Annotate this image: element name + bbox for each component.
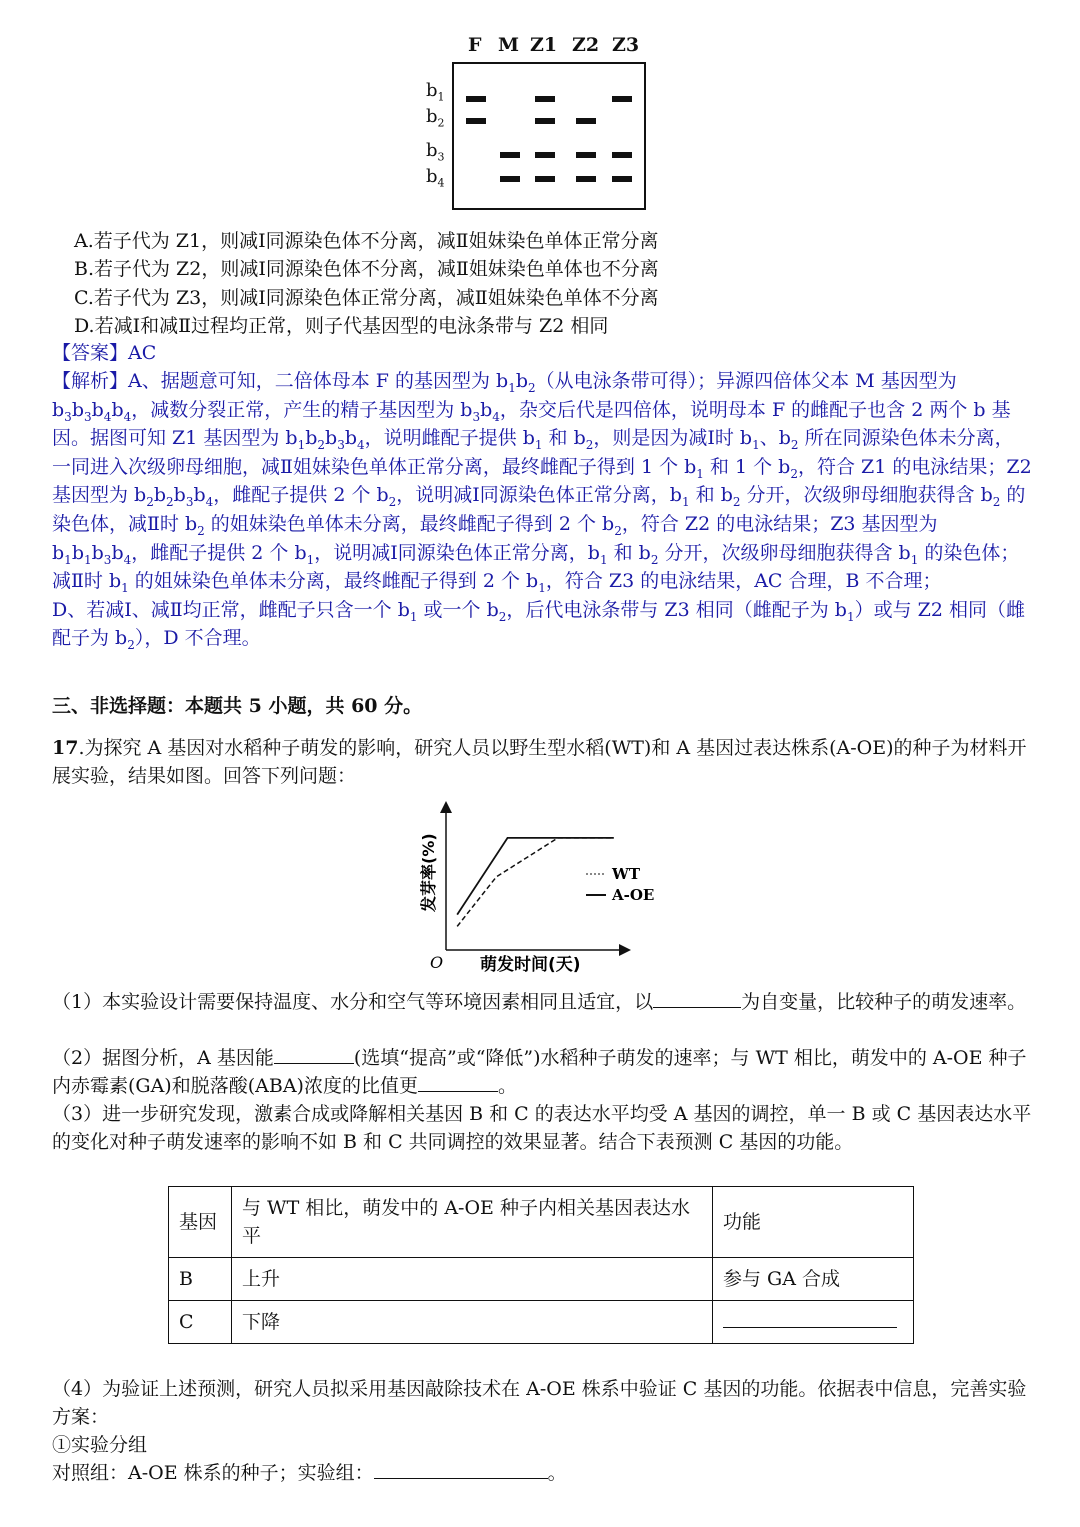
band-z2-b3 xyxy=(576,152,596,158)
series-line-wt xyxy=(457,838,614,927)
legend-wt-label: WT xyxy=(612,865,641,883)
lane-label-z3: Z3 xyxy=(612,34,640,56)
band-z1-b1 xyxy=(535,96,555,102)
table-header-function: 功能 xyxy=(713,1187,914,1258)
legend-aoe-label: A-OE xyxy=(612,886,655,904)
band-z3-b4 xyxy=(612,176,632,182)
lane-label-m: M xyxy=(498,34,520,56)
q17-part4: （4）为验证上述预测，研究人员拟采用基因敲除技术在 A-OE 株系中验证 C 基因的功能。依据表中信息，完善实验方案： xyxy=(52,1378,1027,1428)
table-cell-gene-c: C xyxy=(169,1301,232,1344)
q17-part2 xyxy=(52,1044,1032,1100)
series-layer xyxy=(457,838,614,927)
q17-part1-blank[interactable] xyxy=(653,989,741,1008)
q17-part4-groups xyxy=(52,1459,1032,1487)
band-z2-b2 xyxy=(576,118,596,124)
table-function-c-blank[interactable] xyxy=(723,1309,897,1328)
q17-part1-b: 为自变量，比较种子的萌发速率。 xyxy=(741,991,1027,1013)
lane-label-z1: Z1 xyxy=(530,34,558,56)
germination-chart-svg xyxy=(410,800,690,980)
germination-chart xyxy=(410,800,690,980)
lane-label-z2: Z2 xyxy=(572,34,600,56)
option-b: B.若子代为 Z2，则减Ⅰ同源染色体不分离，减Ⅱ姐妹染色单体也不分离 xyxy=(74,258,659,280)
option-d: D.若减Ⅰ和减Ⅱ过程均正常，则子代基因型的电泳条带与 Z2 相同 xyxy=(74,315,609,337)
q17-part1 xyxy=(52,988,1032,1016)
analysis-block: 【解析】A、据题意可知，二倍体母本 F 的基因型为 $b_1b_2$（从电泳条带可得）；异源四倍体父本 M 基因型为 $b_3b_3b_4b_4$，减数分裂正常，产生的精子基因型为 $b_3b_4$，杂交后代是四倍体，说明母本 F 的雌配子也含 2 两个 b 基因。据图可知 Z1 基因型为 $b_1b_2b_3b_4$，说明雌配子提供 $b_1$ 和 $b_2$，则是因为减Ⅰ时 $b_1$、$b_2$ 所在同源染色体未分离，一同进入次级卵母细胞，减Ⅱ姐妹染色单体正常分离，最终雌配子得到 1 个 $b_1$ 和 1 个 $b_2$，符合 Z1 的电泳结果；Z2 基因型为 $b_2b_2b_3b_4$，雌配子提供 2 个 $b_2$，说明减Ⅰ同源染色体正常分离，$b_1$ 和 $b_2$ 分开，次级卵母细胞获得含 $b_2$ 的染色体，减Ⅱ时 $b_2$ 的姐妹染色单体未分离，最终雌配子得到 2 个 $b_2$，符合 Z2 的电泳结果；Z3 基因型为 $b_1b_1b_3b_4$，雌配子提供 2 个 $b_1$，说明减Ⅰ同源染色体正常分离，$b_1$ 和 $b_2$ 分开，次级卵母细胞获得含 $b_1$ 的染色体；减Ⅱ时 $b_1$ 的姐妹染色单体未分离，最终雌配子得到 2 个 $b_1$，符合 Z3 的电泳结果，AC 合理，B 不合理； D、若减Ⅰ、减Ⅱ均正常，雌配子只含一个 $b_1$ 或一个 $b_2$，后代电泳条带与 Z3 相同（雌配子为 $b_1$）或与 Z2 相同（雌配子为 $b_2$），D 不合理。 xyxy=(52,370,1032,653)
q17-part2-blank2[interactable] xyxy=(418,1073,498,1092)
q17-part4-step: ①实验分组 xyxy=(52,1434,148,1456)
band-label-b2: $b_2$ xyxy=(426,106,445,130)
band-z3-b1 xyxy=(612,96,632,102)
q17-part3: （3）进一步研究发现，激素合成或降解相关基因 B 和 C 的表达水平均受 A 基因的调控，单一 B 或 C 基因表达水平的变化对种子萌发速率的影响不如 B 和 C 共同调控的效果显著。结合下表预测 C 基因的功能。 xyxy=(52,1103,1032,1153)
table-header-row xyxy=(169,1187,914,1258)
option-c: C.若子代为 Z3，则减Ⅰ同源染色体正常分离，减Ⅱ姐妹染色单体不分离 xyxy=(74,287,659,309)
gel-box xyxy=(452,62,646,210)
band-f-b1 xyxy=(466,96,486,102)
q17-part4-groups-a: 对照组：A-OE 株系的种子；实验组： xyxy=(52,1462,374,1484)
table-row xyxy=(169,1258,914,1301)
band-z1-b3 xyxy=(535,152,555,158)
gene-function-table xyxy=(168,1186,914,1344)
band-z2-b4 xyxy=(576,176,596,182)
analysis-label: 【解析】 xyxy=(52,370,129,392)
gel-electrophoresis-figure xyxy=(420,30,660,210)
band-z1-b2 xyxy=(535,118,555,124)
lane-label-f: F xyxy=(468,34,482,56)
band-z1-b4 xyxy=(535,176,555,182)
band-f-b2 xyxy=(466,118,486,124)
q17-part4-groups-b: 。 xyxy=(547,1462,567,1484)
band-label-b1: $b_1$ xyxy=(426,80,445,104)
y-axis-label: 发芽率(%) xyxy=(419,833,438,912)
band-z3-b3 xyxy=(612,152,632,158)
origin-label: O xyxy=(430,953,444,972)
table-cell-expression-b: 上升 xyxy=(232,1258,713,1301)
band-m-b3 xyxy=(500,152,520,158)
table-header-expression: 与 WT 相比，萌发中的 A-OE 种子内相关基因表达水平 xyxy=(232,1187,713,1258)
table-cell-function-c xyxy=(713,1301,914,1344)
option-a: A.若子代为 Z1，则减Ⅰ同源染色体不分离，减Ⅱ姐妹染色单体正常分离 xyxy=(74,230,659,252)
table-cell-function-b: 参与 GA 合成 xyxy=(713,1258,914,1301)
band-m-b4 xyxy=(500,176,520,182)
section3-heading: 三、非选择题：本题共 5 小题，共 60 分。 xyxy=(52,695,423,717)
x-axis-label: 萌发时间(天) xyxy=(480,955,581,975)
table-header-gene: 基因 xyxy=(169,1187,232,1258)
table-row xyxy=(169,1301,914,1344)
q17-stem xyxy=(52,734,1032,790)
q17-part4-blank[interactable] xyxy=(374,1460,548,1479)
answer-line: 【答案】AC xyxy=(52,342,157,364)
series-line-a-oe xyxy=(457,838,614,915)
table-cell-gene-b: B xyxy=(169,1258,232,1301)
q17-stem-text: .为探究 A 基因对水稻种子萌发的影响，研究人员以野生型水稻(WT)和 A 基因过表达株系(A-OE)的种子为材料开展实验，结果如图。回答下列问题： xyxy=(52,737,1027,787)
band-label-b4: $b_4$ xyxy=(426,166,445,190)
band-label-b3: $b_3$ xyxy=(426,140,445,164)
q17-part2-c: 。 xyxy=(497,1075,517,1097)
q17-part1-a: （1）本实验设计需要保持温度、水分和空气等环境因素相同且适宜，以 xyxy=(52,991,654,1013)
table-cell-expression-c: 下降 xyxy=(232,1301,713,1344)
q17-part2-a: （2）据图分析，A 基因能 xyxy=(52,1047,274,1069)
q17-part2-blank1[interactable] xyxy=(274,1045,354,1064)
q17-part2-b: (选填“提高”或“降低”)水稻种子萌发的速率；与 WT 相比，萌发中的 A-OE 种子内赤霉素(GA)和脱落酸(ABA)浓度的比值更 xyxy=(52,1047,1027,1097)
q17-number: 17 xyxy=(52,737,79,759)
